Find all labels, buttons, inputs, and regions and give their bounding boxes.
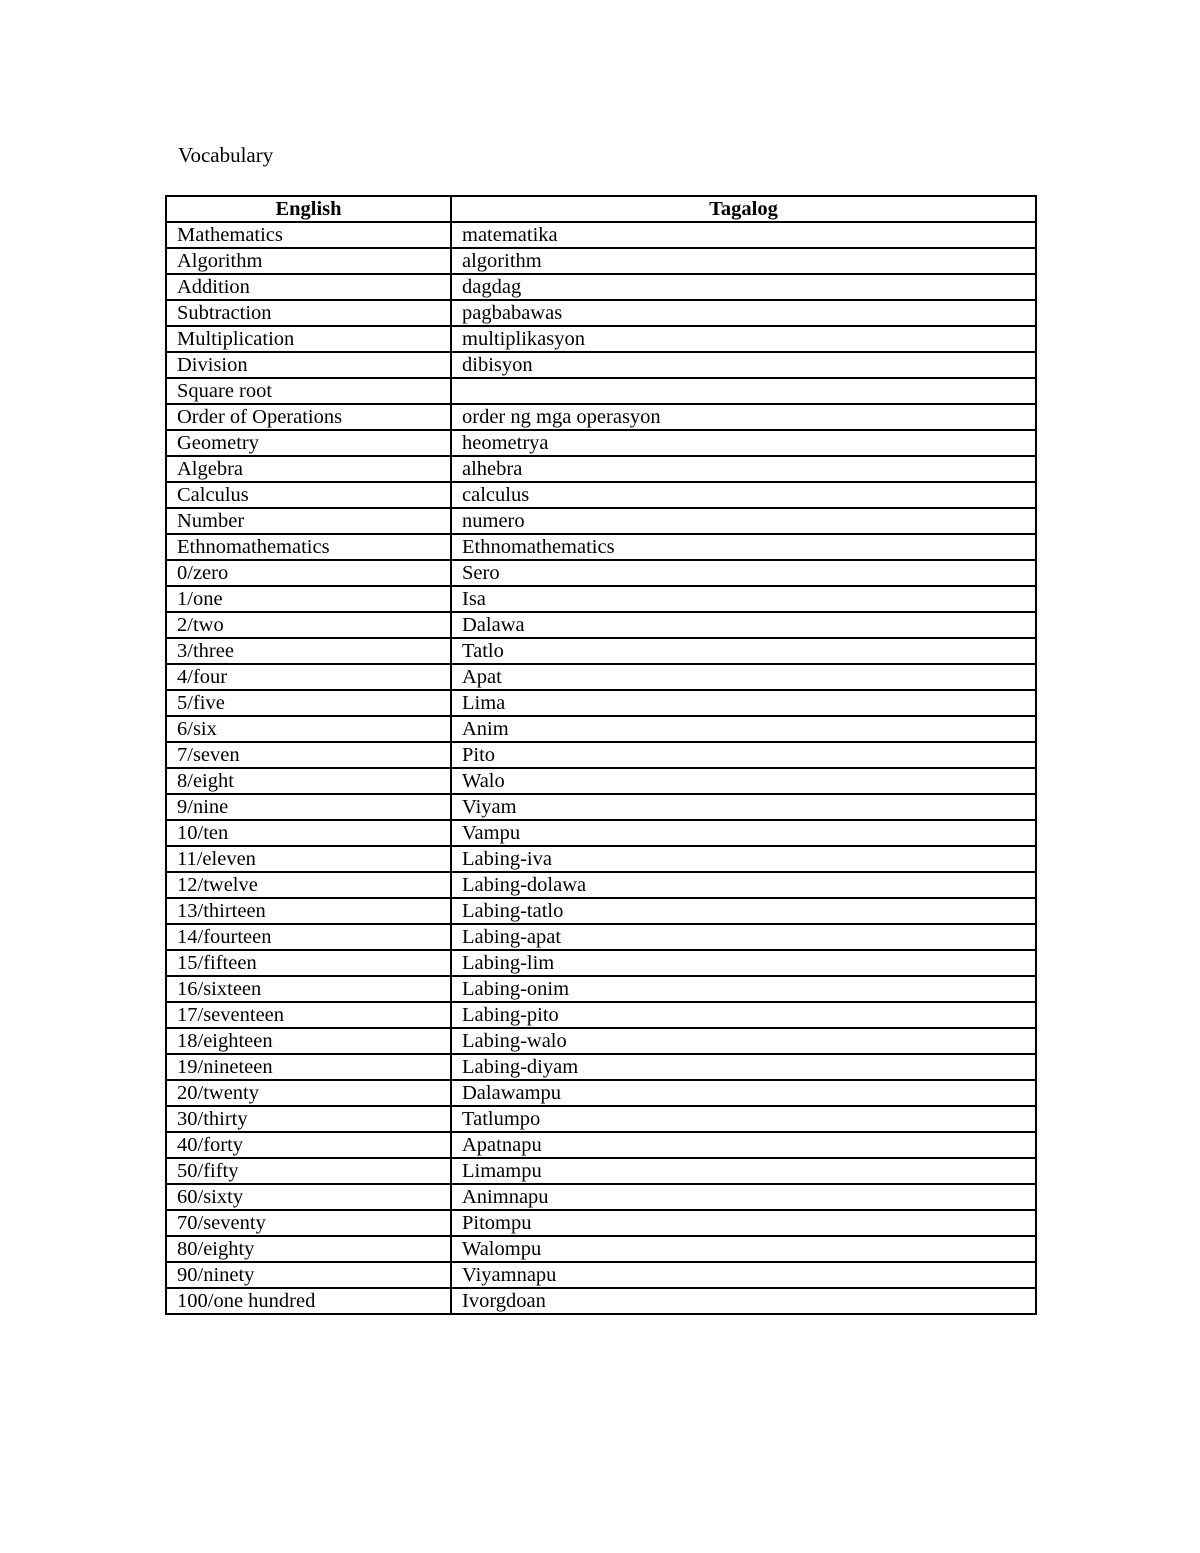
tagalog-cell: Dalawampu (451, 1080, 1036, 1106)
table-row (166, 560, 1036, 586)
english-cell: Multiplication (166, 326, 451, 352)
english-cell: Division (166, 352, 451, 378)
tagalog-cell: Animnapu (451, 1184, 1036, 1210)
table-row (166, 1080, 1036, 1106)
tagalog-cell: Lima (451, 690, 1036, 716)
tagalog-cell: Ivorgdoan (451, 1288, 1036, 1314)
english-cell: 60/sixty (166, 1184, 451, 1210)
header-row (166, 196, 1036, 222)
table-row (166, 430, 1036, 456)
table-row (166, 248, 1036, 274)
english-cell: Square root (166, 378, 451, 404)
table-row (166, 976, 1036, 1002)
english-cell: 17/seventeen (166, 1002, 451, 1028)
english-cell: 19/nineteen (166, 1054, 451, 1080)
english-cell: 2/two (166, 612, 451, 638)
tagalog-cell: order ng mga operasyon (451, 404, 1036, 430)
table-row (166, 846, 1036, 872)
table-row (166, 404, 1036, 430)
tagalog-cell: Labing-tatlo (451, 898, 1036, 924)
english-cell: Number (166, 508, 451, 534)
english-cell: 40/forty (166, 1132, 451, 1158)
table-row (166, 326, 1036, 352)
tagalog-cell: Labing-pito (451, 1002, 1036, 1028)
tagalog-cell: algorithm (451, 248, 1036, 274)
table-row (166, 1210, 1036, 1236)
table-row (166, 508, 1036, 534)
tagalog-cell: Walo (451, 768, 1036, 794)
table-row (166, 378, 1036, 404)
table-row (166, 716, 1036, 742)
english-cell: Subtraction (166, 300, 451, 326)
english-cell: 90/ninety (166, 1262, 451, 1288)
english-cell: 8/eight (166, 768, 451, 794)
table-row (166, 1028, 1036, 1054)
table-row (166, 1236, 1036, 1262)
table-row (166, 586, 1036, 612)
tagalog-cell: Apat (451, 664, 1036, 690)
table-row (166, 664, 1036, 690)
table-row (166, 1262, 1036, 1288)
table-row (166, 274, 1036, 300)
table-row (166, 222, 1036, 248)
english-cell: 18/eighteen (166, 1028, 451, 1054)
tagalog-cell: multiplikasyon (451, 326, 1036, 352)
english-cell: 50/fifty (166, 1158, 451, 1184)
english-cell: 1/one (166, 586, 451, 612)
tagalog-cell: Labing-iva (451, 846, 1036, 872)
english-cell: Geometry (166, 430, 451, 456)
english-cell: 30/thirty (166, 1106, 451, 1132)
tagalog-cell: Labing-lim (451, 950, 1036, 976)
tagalog-cell: Vampu (451, 820, 1036, 846)
english-cell: 5/five (166, 690, 451, 716)
english-cell: 80/eighty (166, 1236, 451, 1262)
tagalog-cell: Tatlumpo (451, 1106, 1036, 1132)
english-cell: Algebra (166, 456, 451, 482)
english-cell: 16/sixteen (166, 976, 451, 1002)
tagalog-cell: heometrya (451, 430, 1036, 456)
table-row (166, 794, 1036, 820)
table-row (166, 638, 1036, 664)
tagalog-cell: Dalawa (451, 612, 1036, 638)
table-row (166, 612, 1036, 638)
tagalog-cell: dagdag (451, 274, 1036, 300)
table-row (166, 690, 1036, 716)
english-cell: 20/twenty (166, 1080, 451, 1106)
table-row (166, 1132, 1036, 1158)
page-title: Vocabulary (178, 143, 274, 167)
english-cell: 9/nine (166, 794, 451, 820)
english-cell: 6/six (166, 716, 451, 742)
english-cell: 12/twelve (166, 872, 451, 898)
tagalog-cell: Labing-apat (451, 924, 1036, 950)
english-cell: 7/seven (166, 742, 451, 768)
english-cell: 3/three (166, 638, 451, 664)
table-row (166, 898, 1036, 924)
tagalog-cell: Sero (451, 560, 1036, 586)
table-row (166, 742, 1036, 768)
english-cell: Ethnomathematics (166, 534, 451, 560)
english-cell: 10/ten (166, 820, 451, 846)
table-row (166, 950, 1036, 976)
tagalog-cell: Labing-dolawa (451, 872, 1036, 898)
tagalog-cell: Labing-walo (451, 1028, 1036, 1054)
table-row (166, 1184, 1036, 1210)
tagalog-cell: Labing-diyam (451, 1054, 1036, 1080)
english-cell: 15/fifteen (166, 950, 451, 976)
tagalog-cell: Viyam (451, 794, 1036, 820)
tagalog-cell: Pito (451, 742, 1036, 768)
english-cell: Addition (166, 274, 451, 300)
table-row (166, 820, 1036, 846)
tagalog-cell: Labing-onim (451, 976, 1036, 1002)
english-cell: Calculus (166, 482, 451, 508)
english-cell: 70/seventy (166, 1210, 451, 1236)
table-row (166, 1158, 1036, 1184)
tagalog-cell: Viyamnapu (451, 1262, 1036, 1288)
english-cell: Mathematics (166, 222, 451, 248)
table-row (166, 456, 1036, 482)
column-header-english: English (166, 196, 451, 222)
tagalog-cell: matematika (451, 222, 1036, 248)
table-row (166, 1002, 1036, 1028)
tagalog-cell: calculus (451, 482, 1036, 508)
tagalog-cell: Apatnapu (451, 1132, 1036, 1158)
english-cell: 14/fourteen (166, 924, 451, 950)
table-body (166, 222, 1036, 1314)
table-row (166, 482, 1036, 508)
english-cell: 0/zero (166, 560, 451, 586)
tagalog-cell: dibisyon (451, 352, 1036, 378)
tagalog-cell: Pitompu (451, 1210, 1036, 1236)
tagalog-cell: Ethnomathematics (451, 534, 1036, 560)
english-cell: Order of Operations (166, 404, 451, 430)
tagalog-cell: Walompu (451, 1236, 1036, 1262)
tagalog-cell: numero (451, 508, 1036, 534)
table-row (166, 872, 1036, 898)
tagalog-cell (451, 378, 1036, 404)
column-header-tagalog: Tagalog (451, 196, 1036, 222)
vocabulary-table (165, 195, 1037, 1315)
tagalog-cell: alhebra (451, 456, 1036, 482)
english-cell: 11/eleven (166, 846, 451, 872)
table-row (166, 1054, 1036, 1080)
english-cell: Algorithm (166, 248, 451, 274)
tagalog-cell: Anim (451, 716, 1036, 742)
english-cell: 13/thirteen (166, 898, 451, 924)
table-row (166, 352, 1036, 378)
table-row (166, 1288, 1036, 1314)
table-row (166, 768, 1036, 794)
table-row (166, 1106, 1036, 1132)
tagalog-cell: pagbabawas (451, 300, 1036, 326)
tagalog-cell: Limampu (451, 1158, 1036, 1184)
tagalog-cell: Tatlo (451, 638, 1036, 664)
english-cell: 4/four (166, 664, 451, 690)
table-row (166, 300, 1036, 326)
tagalog-cell: Isa (451, 586, 1036, 612)
table-header (166, 196, 1036, 222)
english-cell: 100/one hundred (166, 1288, 451, 1314)
table-row (166, 924, 1036, 950)
table-row (166, 534, 1036, 560)
